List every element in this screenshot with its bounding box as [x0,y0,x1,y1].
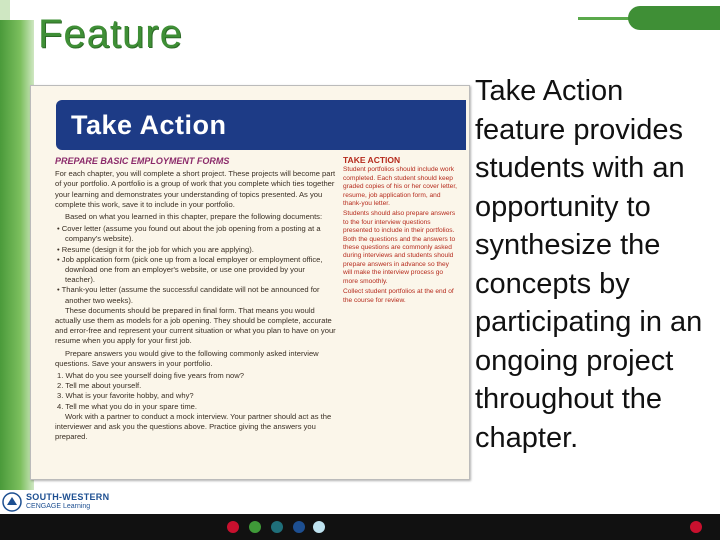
title-decor-line [578,17,630,20]
sidebar-heading: TAKE ACTION [343,155,401,165]
section-heading: PREPARE BASIC EMPLOYMENT FORMS [55,156,230,166]
sidebar-paragraph: Collect student portfolios at the end of the course for review. [343,288,454,304]
bullet-item: • Cover letter (assume you found out about the job opening from a posting at a company's website). [57,224,321,244]
based-paragraph: Based on what you learned in this chapter, prepare the following documents: [65,212,323,222]
nav-dot [249,521,261,533]
main-column [55,156,337,444]
take-action-banner [56,100,466,150]
question-item: 4. Tell me what you do in your spare time. [57,401,197,411]
question-item: 3. What is your favorite hobby, and why? [57,391,194,401]
nav-dot [227,521,239,533]
left-accent-bar [0,20,34,490]
question-item: 2. Tell me about yourself. [57,381,142,391]
title-decor-pill [628,6,720,30]
final-form-paragraph: These documents should be prepared in final form. That means you would actually use them as models for a job opening. They should be complete, accurate and error-free and represent your current situation or what you plan to have on your resume when you apply for your first job. [55,305,336,346]
nav-dot [293,521,305,533]
publisher-logo-icon [2,492,22,512]
logo-line2: CENGAGE Learning [26,503,91,510]
sidebar-column [343,156,459,307]
nav-dot [271,521,283,533]
nav-dot [690,521,702,533]
slide-title: Feature [38,12,183,56]
bullet-item: • Resume (design it for the job for which you are applying). [57,244,254,254]
work-with-paragraph: Work with a partner to conduct a mock interview. Your partner should act as the interviewer and ask you the questions above. Practice giving the answers you prepared. [55,411,332,442]
sidebar-paragraph: Students should also prepare answers to the four interview questions presented to include in their portfolios. Both the questions and the answers to these questions are commonly asked during interviews and students should prepare answers in advance so they will make the interview process go more smoothly. [343,210,456,285]
question-item: 1. What do you see yourself doing five years from now? [57,371,244,381]
bullet-item: • Job application form (pick one up from a local employer or employment office, download one from an employer's website, or use one provided by your teacher). [57,254,323,285]
intro-paragraph: For each chapter, you will complete a short project. These projects will become part of your portfolio. A portfolio is a group of work that you complete which ties together your learning and demonstrates your understanding of topics presented. As you complete this work, save it to include in your portfolio. [55,169,336,209]
bottom-bar [0,514,720,540]
banner-title: Take Action [71,110,227,140]
nav-dot [313,521,325,533]
feature-description: Take Action feature provides students with an opportunity to synthesize the concepts by participating in an ongoing project throughout the chapter. [475,75,703,454]
textbook-page-image [30,85,470,480]
answers-intro-paragraph: Prepare answers you would give to the following commonly asked interview questions. Save your answers in your portfolio. [55,348,319,368]
publisher-logo [2,490,122,514]
logo-line1: SOUTH-WESTERN [26,492,110,502]
sidebar-paragraph: Student portfolios should include work completed. Each student should keep graded copies of his or her cover letter, resume, job application form, and thank-you letter. [343,166,457,208]
bullet-item: • Thank-you letter (assume the successful candidate will not be announced for another two weeks). [57,285,320,305]
